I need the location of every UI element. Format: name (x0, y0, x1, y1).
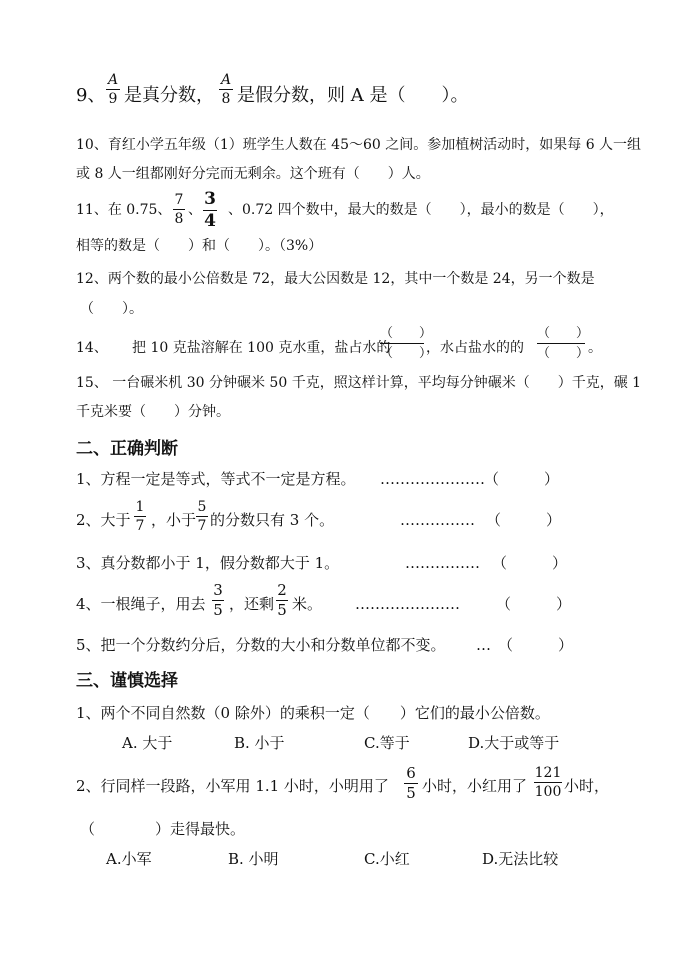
q11-fraction-7-8 (173, 193, 185, 226)
judge-2-fraction-5-7 (196, 500, 208, 533)
judge-2-fraction-1-7 (134, 500, 146, 533)
q9-text-1: 是真分数， (124, 85, 214, 106)
fraction-numerator: 3 (204, 189, 216, 209)
fraction-numerator: （ ） (537, 326, 590, 341)
q9-fraction-a-over-9 (106, 73, 120, 106)
q12-line-2: （ ）。 (80, 301, 143, 317)
q11-separator: 、 (188, 202, 202, 218)
choice-1-option-a[interactable]: A. 大于 (122, 734, 173, 752)
fraction-numerator: 7 (174, 192, 184, 208)
choice-2-text-2: 小时，小红用了 (422, 777, 528, 795)
judge-1-dots: ………………… (380, 470, 485, 488)
choice-2-text-3: 小时， (564, 777, 610, 795)
choice-2-option-d[interactable]: D.无法比较 (482, 850, 559, 868)
judge-2-text-3: 的分数只有 3 个。 (210, 511, 335, 529)
choice-2-option-a[interactable]: A.小军 (106, 850, 152, 868)
judge-2-text-2: ，小于 (151, 511, 197, 529)
choice-1-text: 1、两个不同自然数（0 除外）的乘积一定（ ）它们的最小公倍数。 (76, 704, 550, 722)
fraction-bar (173, 209, 185, 210)
q14-text-1: 把 10 克盐溶解在 100 克水重，盐占水的 (132, 340, 391, 356)
q14-text-2: ，水占盐水的的 (426, 340, 524, 356)
fraction-bar (106, 89, 120, 90)
fraction-numerator: A (220, 72, 232, 88)
q11-fraction-3-4 (203, 191, 217, 230)
choice-2-fraction-6-5 (404, 766, 418, 801)
fraction-numerator: 121 (534, 765, 562, 781)
judge-2-answer-blank[interactable]: （ ） (486, 511, 562, 529)
section-2-title: 二、正确判断 (76, 439, 178, 459)
judge-1-answer-blank[interactable]: （ ） (484, 470, 560, 488)
choice-2-text-1: 2、行同样一段路，小军用 1.1 小时，小明用了 (76, 777, 389, 795)
fraction-denominator: 7 (197, 518, 207, 534)
q12-line-1: 12、两个数的最小公倍数是 72，最大公因数是 12，其中一个数是 24，另一个数是 (76, 271, 595, 287)
choice-1-option-c[interactable]: C.等于 (364, 734, 410, 752)
fraction-bar (196, 516, 208, 517)
fraction-denominator: 9 (108, 91, 118, 107)
q10-line-2: 或 8 人一组都刚好分完而无剩余。这个班有（ ）人。 (76, 166, 430, 182)
q11-line-2: 相等的数是（ ）和（ ）。（3%） (76, 238, 323, 254)
fraction-bar (380, 343, 424, 344)
judge-1-text: 1、方程一定是等式，等式不一定是方程。 (76, 470, 356, 488)
choice-2-option-b[interactable]: B. 小明 (228, 850, 279, 868)
q11-rest: 、0.72 四个数中，最大的数是（ ），最小的数是（ ）， (228, 202, 614, 218)
q11-prefix: 11、在 0.75、 (76, 202, 172, 218)
q15-line-2: 千克米要（ ）分钟。 (76, 404, 230, 420)
q10-line-1: 10、育红小学五年级（1）班学生人数在 45～60 之间。参加植树活动时，如果每 6 人一组 (76, 137, 642, 153)
judge-4-dots: ………………… (355, 595, 460, 613)
fraction-numerator: （ ） (380, 326, 433, 341)
q14-fraction-blank-2 (537, 326, 590, 361)
choice-2-option-c[interactable]: C.小红 (364, 850, 410, 868)
judge-4-fraction-3-5 (212, 583, 224, 618)
q9-text-2: 是假分数，则 A 是（ ）。 (237, 85, 469, 106)
q14-text-3: 。 (588, 340, 602, 356)
judge-3-dots: …………… (405, 554, 480, 572)
fraction-numerator: 1 (135, 499, 145, 515)
fraction-bar (219, 89, 233, 90)
fraction-denominator: 100 (534, 784, 562, 800)
judge-3-text: 3、真分数都小于 1，假分数都大于 1。 (76, 554, 340, 572)
judge-4-fraction-2-5 (276, 583, 288, 618)
fraction-denominator: （ ） (380, 346, 433, 361)
judge-4-text-1: 4、一根绳子，用去 (76, 595, 206, 613)
q14-number: 14、 (76, 340, 108, 356)
fraction-bar (537, 343, 585, 344)
q14-fraction-blank-1 (380, 326, 433, 361)
section-3-title: 三、谨慎选择 (76, 671, 178, 691)
judge-4-text-3: 米。 (292, 595, 323, 613)
judge-2-text-1: 2、大于 (76, 511, 131, 529)
fraction-denominator: 5 (277, 601, 287, 619)
fraction-numerator: 3 (213, 581, 223, 599)
choice-1-option-d[interactable]: D.大于或等于 (468, 734, 560, 752)
judge-2-dots: …………… (400, 511, 475, 529)
fraction-bar (134, 516, 146, 517)
q9-number: 9、 (76, 85, 106, 106)
fraction-denominator: 8 (221, 91, 231, 107)
fraction-numerator: 5 (197, 499, 207, 515)
fraction-denominator: 5 (213, 601, 223, 619)
choice-1-option-b[interactable]: B. 小于 (234, 734, 285, 752)
judge-4-text-2: ，还剩 (229, 595, 275, 613)
fraction-denominator: 7 (135, 518, 145, 534)
judge-5-dots: … (476, 636, 491, 654)
fraction-denominator: （ ） (537, 346, 590, 361)
fraction-bar (534, 782, 562, 783)
fraction-denominator: 8 (174, 211, 184, 227)
q15-line-1: 15、 一台碾米机 30 分钟碾米 50 千克，照这样计算，平均每分钟碾米（ ）千克，碾 1 (76, 375, 642, 391)
choice-2-fraction-121-100 (534, 766, 562, 799)
judge-4-answer-blank[interactable]: （ ） (496, 595, 572, 613)
q9-fraction-a-over-8 (219, 73, 233, 106)
choice-2-line-2: （ ）走得最快。 (80, 820, 246, 838)
fraction-denominator: 4 (204, 211, 216, 231)
judge-5-answer-blank[interactable]: （ ） (498, 636, 574, 654)
fraction-numerator: A (107, 72, 119, 88)
judge-5-text: 5、把一个分数约分后，分数的大小和分数单位都不变。 (76, 636, 446, 654)
fraction-numerator: 2 (277, 581, 287, 599)
fraction-denominator: 5 (406, 784, 416, 802)
fraction-numerator: 6 (406, 764, 416, 782)
judge-3-answer-blank[interactable]: （ ） (492, 554, 568, 572)
